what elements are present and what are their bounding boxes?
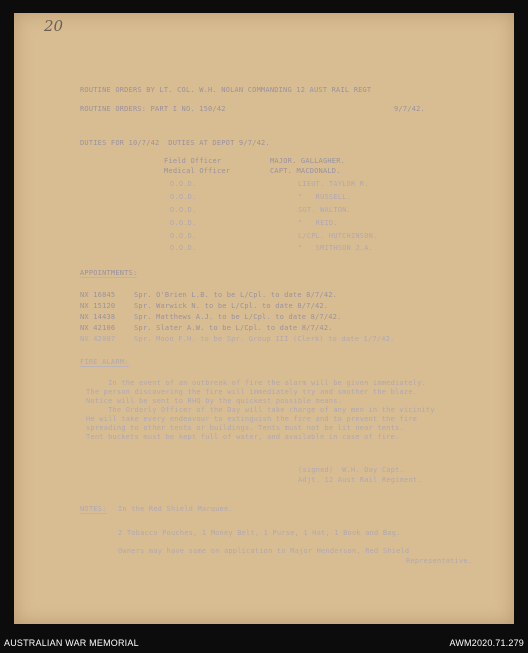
fire-alarm-line: Notice will be sent to RHQ by the quickest possible means. bbox=[86, 397, 343, 405]
fire-alarm-line: In the event of an outbreak of fire the alarm will be given immediately. bbox=[86, 379, 426, 387]
duty-role: O.O.D. bbox=[170, 180, 197, 188]
notes-location: In the Red Shield Marquee. bbox=[118, 505, 233, 513]
service-number: NX 16845 bbox=[80, 291, 116, 299]
archive-reference: AWM2020.71.279 bbox=[449, 638, 524, 648]
fire-alarm-line: Tent buckets must be kept full of water, and available in case of fire. bbox=[86, 433, 400, 441]
duty-name: L/CPL. HUTCHINSON. bbox=[298, 232, 378, 240]
service-number: NX 42106 bbox=[80, 324, 116, 332]
document-page bbox=[14, 13, 514, 624]
service-number: NX 15120 bbox=[80, 302, 116, 310]
fire-alarm-line: He will take every endeavour to extinguish the fire and to prevent the fire bbox=[86, 415, 418, 423]
duty-name: LIEUT. TAYLOR R. bbox=[298, 180, 369, 188]
notes-owners-line: Owners may have same on application to Major Henderson, Red Shield bbox=[118, 547, 410, 555]
service-number: NX 14438 bbox=[80, 313, 116, 321]
fire-alarm-line: spreading to other tents or buildings. Tents must not be lit near tents. bbox=[86, 424, 404, 432]
duty-name: " SMITHSON J.A. bbox=[298, 244, 374, 252]
appointment-text: Spr. Moon F.H. to be Spr. Group III (Clerk) to date 1/7/42. bbox=[134, 335, 395, 343]
duty-name: MAJOR. GALLAGHER. bbox=[270, 157, 346, 165]
duty-role: O.O.D. bbox=[170, 206, 197, 214]
handwritten-folio-number: 20 bbox=[44, 17, 64, 35]
duty-name: CAPT. MACDONALD. bbox=[270, 167, 341, 175]
duty-name: SGT. WALTON. bbox=[298, 206, 351, 214]
fire-alarm-line: The Orderly Officer of the Day will take charge of any men in the vicinity bbox=[86, 406, 435, 414]
duty-name: " RUSSELL. bbox=[298, 193, 351, 201]
notes-owners-line-end: Representative. bbox=[406, 557, 473, 565]
routine-orders-number: ROUTINE ORDERS: PART I NO. 150/42 bbox=[80, 105, 226, 113]
signature-title: Adjt. 12 Aust Rail Regiment. bbox=[298, 476, 422, 484]
signature-line: (signed) W.H. Day Capt. bbox=[298, 466, 404, 474]
duty-role: O.O.D. bbox=[170, 193, 197, 201]
notes-lost-property: 2 Tobacco Pouches, 1 Money Belt, 1 Purse, 1 Hat, 1 Book and Bag. bbox=[118, 529, 401, 537]
header-title: ROUTINE ORDERS BY LT. COL. W.H. NOLAN COMMANDING 12 AUST RAIL REGT bbox=[80, 86, 372, 94]
duty-role: O.O.D. bbox=[170, 232, 197, 240]
archive-credit: AUSTRALIAN WAR MEMORIAL bbox=[4, 638, 139, 648]
fire-alarm-heading: FIRE ALARM: bbox=[80, 358, 129, 366]
routine-orders-date: 9/7/42. bbox=[394, 105, 425, 113]
fire-alarm-line: The person discovering the fire will immediately try and smother the blaze. bbox=[86, 388, 418, 396]
appointment-text: Spr. O'Brien L.B. to be L/Cpl. to date 8/7/42. bbox=[134, 291, 338, 299]
duty-name: " REID. bbox=[298, 219, 338, 227]
duty-role: O.O.D. bbox=[170, 244, 197, 252]
appointment-text: Spr. Slater A.W. to be L/Cpl. to date 8/7/42. bbox=[134, 324, 333, 332]
appointment-text: Spr. Matthews A.J. to be L/Cpl. to date 8/7/42. bbox=[134, 313, 342, 321]
appointments-heading: APPOINTMENTS: bbox=[80, 269, 138, 277]
duty-role: Field Officer bbox=[164, 157, 222, 165]
appointment-text: Spr. Warwick N. to be L/Cpl. to date 8/7/42. bbox=[134, 302, 329, 310]
duties-line: DUTIES FOR 10/7/42 DUTIES AT DEPOT 9/7/42. bbox=[80, 139, 270, 147]
notes-heading: NOTES: bbox=[80, 505, 107, 513]
duty-role: O.O.D. bbox=[170, 219, 197, 227]
duty-role: Medical Officer bbox=[164, 167, 231, 175]
service-number: NX 42087 bbox=[80, 335, 116, 343]
